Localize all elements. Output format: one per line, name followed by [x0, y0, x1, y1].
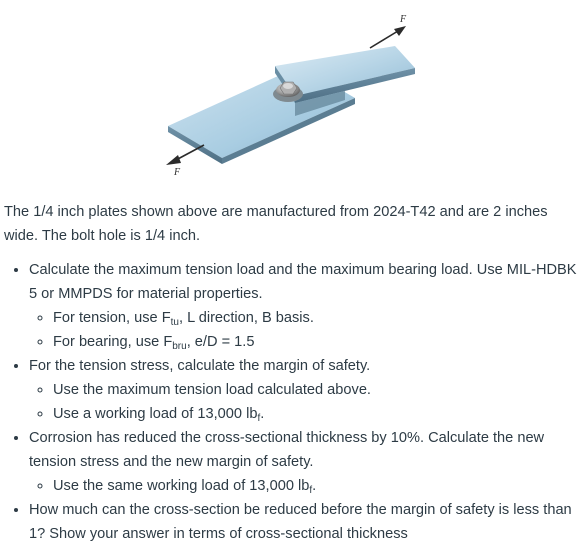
task-item-3-sub-1: ◦ Use the same working load of 13,000 $lb_f$.: [53, 474, 582, 498]
task-item-3: [29, 426, 582, 498]
task-item-2-sub-1: ◦ Use the maximum tension load calculated above.: [53, 378, 582, 402]
force-arrow-top: [370, 14, 407, 48]
task-item-1-text: Calculate the maximum tension load and the maximum bearing load. Use MIL-HDBK 5 or MMPDS for material properties.: [29, 262, 577, 302]
problem-text: [4, 200, 582, 546]
task-item-1-sub-2: ◦ For bearing, use $F_{bru}$, e/D = 1.5: [53, 330, 582, 354]
force-label-bottom: F: [174, 167, 181, 178]
task-item-3-text: Corrosion has reduced the cross-sectional thickness by 10%. Calculate the new tension stress and the new margin of safety.: [29, 430, 545, 470]
task-item-2-text: For the tension stress, calculate the margin of safety.: [29, 358, 371, 374]
task-item-4-text: How much can the cross-section be reduced before the margin of safety is less than 1? Show your answer in terms of cross-sectional thickness: [29, 502, 572, 542]
task-item-1-sublist: [29, 306, 582, 354]
task-item-1-sub-1: ◦ For tension, use $F_{tu}$, L direction, B basis.: [53, 306, 582, 330]
task-item-1: [29, 258, 582, 354]
task-list: [4, 258, 582, 546]
intro-paragraph: The 1/4 inch plates shown above are manufactured from 2024-T42 and are 2 inches wide. The bolt hole is 1/4 inch.: [4, 204, 548, 244]
force-label-top: F: [400, 14, 407, 25]
lap-joint-figure: [160, 8, 420, 190]
bolted-plates-illustration: [160, 8, 420, 190]
task-item-2-sublist: [29, 378, 582, 426]
task-item-3-sublist: [29, 474, 582, 498]
task-item-2: [29, 354, 582, 426]
task-item-4: [29, 498, 582, 546]
task-item-2-sub-2: ◦ Use a working load of 13,000 $lb_f$.: [53, 402, 582, 426]
